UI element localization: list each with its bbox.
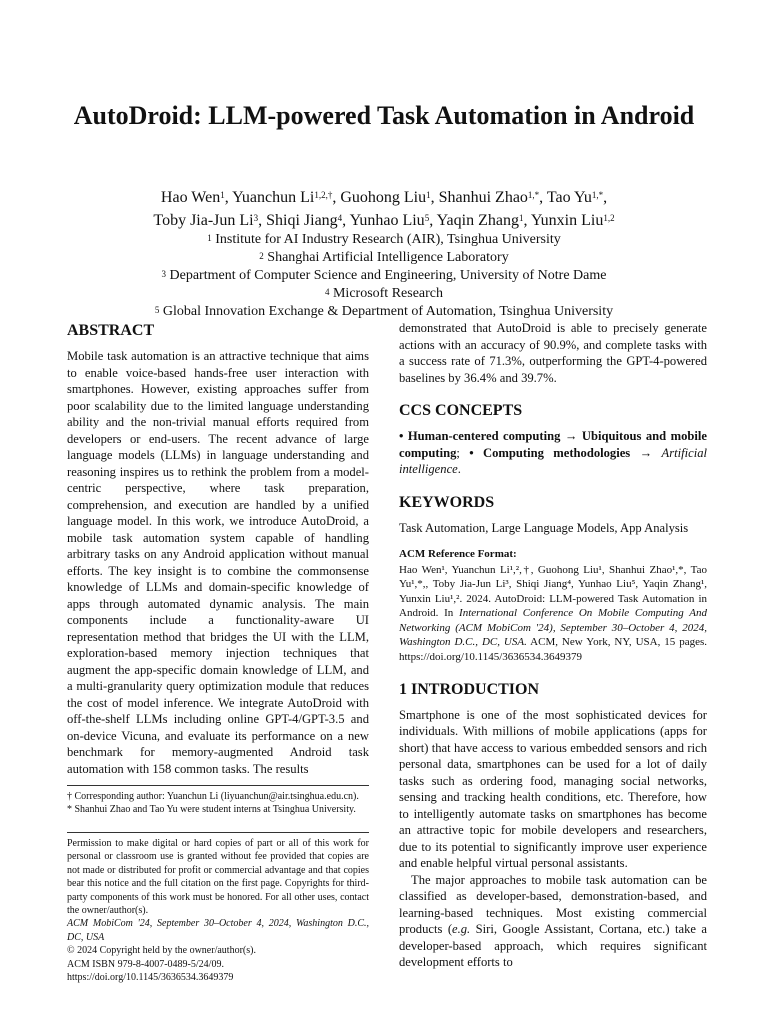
author-name: Shanhui Zhao$^{1,*}$ xyxy=(438,189,540,206)
permission-notice: Permission to make digital or hard copies of part or all of this work for personal or classroom use is granted without fee provided that copies are not made or distributed for profit or commercial advantage and that copies bear this notice and the full citation on the first page. Copyrights for third-party components of this work must be honored. For all other uses, contact the owner/author(s). xyxy=(67,838,369,917)
ccs-sep: ; xyxy=(456,445,470,460)
author-name: Tao $Yu^{1,*}$ xyxy=(546,189,604,206)
affiliation-line: $^3$ Department of Computer Science and Engineering, University of Notre Dame xyxy=(161,268,607,283)
reference-authors: Hao Wen¹, Yuanchun Li¹,²,†, Guohong Liu¹, Shanhui Zhao¹,*, Tao Yu¹,*,, Toby Jia-Jun Li³, Shiqi Jiang⁴, Yunhao Liu⁵, Yaqin Zhang¹, Yunxin Liu¹,². 2024. AutoDroid: LLM-powered Task Automation in Android. In xyxy=(399,563,707,620)
author-name: Yunxin Liu$^{1,2}$ xyxy=(530,212,615,229)
affiliation-line: $^5$ Global Innovation Exchange & Department of Automation, Tsinghua University xyxy=(154,304,614,319)
right-column xyxy=(399,320,707,971)
introduction-heading: 1 INTRODUCTION xyxy=(399,680,540,698)
author-name: Toby Jia-Jun Li$^3$ xyxy=(153,212,259,229)
intro-p2-b: Siri, Google Assistant, Cortana, etc.) take a developer-based approach, which requires significant development efforts to xyxy=(399,922,707,970)
left-column xyxy=(67,320,369,984)
reference-format-heading: ACM Reference Format: xyxy=(399,548,517,560)
author-list: Hao Wen$^1$, Yuanchun $Li^{1,2,\dagger}$, Guohong Liu$^1$, Shanhui Zhao$^{1,*}$, Tao $Yu^{1,*}$, Toby Jia-Jun Li$^3$, Shiqi Jiang$^4$, Yunhao Liu$^5$, Yaqin Zhang$^1$, Yunxin Liu$^{1,2}$ xyxy=(153,189,615,229)
footnote-divider xyxy=(67,785,369,786)
keywords-text: Task Automation, Large Language Models, App Analysis xyxy=(399,520,689,535)
ccs-arrow: → xyxy=(630,445,662,460)
author-name: Guohong Liu$^1$ xyxy=(340,189,431,206)
intro-paragraph-2 xyxy=(399,872,707,971)
author-name: Shiqi Jiang$^4$ xyxy=(266,212,343,229)
copyright-line: © 2024 Copyright held by the owner/author(s). xyxy=(67,945,256,957)
intro-paragraph-1: Smartphone is one of the most sophisticated devices for individuals. With millions of mobile applications (apps for short) that have access to various embedded sensors and rich personal data, smartphones can be used for a lot of daily tasks such as ordering food, managing social networks, sensing and tracking health conditions, etc. Therefore, how to intelligently automate tasks on smartphones has become an attractive topic for mobile developers and researchers, due to its potential to significantly improve user experience and enable helpful virtual personal assistants. xyxy=(399,707,707,871)
ccs-heading: CCS CONCEPTS xyxy=(399,402,523,419)
doi-link[interactable]: https://doi.org/10.1145/3636534.3649379 xyxy=(67,972,234,984)
reference-format-text xyxy=(399,563,707,665)
ccs-end: . xyxy=(457,462,461,476)
venue-line: ACM MobiCom '24, September 30–October 4, 2024, Washington D.C., DC, USA xyxy=(67,918,369,943)
paper-title: AutoDroid: LLM-powered Task Automation in Android xyxy=(73,101,695,130)
ccs-item-computing: • Computing methodologies xyxy=(469,445,631,460)
intro-p2-eg: e.g. xyxy=(452,922,471,937)
ccs-item-hci: • Human-centered computing → Ubiquitous and mobile computing xyxy=(399,429,707,460)
author-name: Yuanchun $Li^{1,2,\dagger}$ xyxy=(232,189,333,206)
reference-suffix: ACM, New York, NY, USA, 15 pages. https://doi.org/10.1145/3636534.3649379 xyxy=(399,636,707,664)
ccs-item-ai: Artificial intelligence xyxy=(399,445,707,476)
footnote-corresponding: † Corresponding author: Yuanchun Li (liyuanchun@air.tsinghua.edu.cn). xyxy=(67,791,359,802)
abstract-heading: ABSTRACT xyxy=(67,322,155,339)
author-name: Yaqin Zhang$^1$ xyxy=(436,212,524,229)
permission-divider xyxy=(67,832,369,833)
abstract-text: Mobile task automation is an attractive technique that aims to enable voice-based hands-free user interaction with smartphones. However, existing approaches suffer from poor scalability due to the limited language understanding ability and the non-trivial manual efforts required from developers or end-users. The recent advance of large language models (LLMs) in language understanding and reasoning inspires us to rethink the problem from a model-centric perspective, where task preparation, comprehension, and execution are handled by a unified language model. In this work, we introduce AutoDroid, a mobile task automation system capable of handling arbitrary tasks on any Android application without manual efforts. The key insight is to combine the commonsense knowledge of LLMs and domain-specific knowledge of apps through automated dynamic analysis. The main components include a functionality-aware UI representation method that bridges the UI with the LLM, exploration-based memory injection techniques that augment the app-specific domain knowledge of LLM, and a multi-granularity query optimization module that reduces the cost of model inference. We integrate AutoDroid with off-the-shelf LLMs including online GPT-4/GPT-3.5 and on-device Vicuna, and evaluate its performance on a new benchmark for memory-augmented Android task automation with 158 common tasks. The results xyxy=(67,349,369,776)
affiliation-list xyxy=(40,231,728,321)
abstract-continued: demonstrated that AutoDroid is able to precisely generate actions with an accuracy of 90.9%, and complete tasks with a success rate of 71.3%, outperforming the GPT-4-powered baselines by 36.4% and 39.7%. xyxy=(399,321,707,385)
footnote-interns: * Shanhui Zhao and Tao Yu were student interns at Tsinghua University. xyxy=(67,804,356,815)
author-name: Yunhao Liu$^5$ xyxy=(349,212,430,229)
affiliation-line: $^4$ Microsoft Research xyxy=(324,286,444,301)
isbn-line: ACM ISBN 979-8-4007-0489-5/24/09. xyxy=(67,958,224,970)
author-name: Hao Wen$^1$ xyxy=(160,189,225,206)
reference-venue: International Conference On Mobile Computing And Networking (ACM MobiCom '24), September 30–October 4, 2024, Washington D.C., DC, USA. xyxy=(399,607,707,649)
affiliation-line: $^1$ Institute for AI Industry Research (AIR), Tsinghua University xyxy=(207,232,561,247)
affiliation-line: $^2$ Shanghai Artificial Intelligence Laboratory xyxy=(259,250,509,265)
intro-p2-a: The major approaches to mobile task automation can be classified as developer-based, demonstration-based, and learning-based techniques. Most existing commercial products ( xyxy=(399,872,707,937)
ccs-text xyxy=(399,428,707,478)
keywords-heading: KEYWORDS xyxy=(399,493,495,511)
